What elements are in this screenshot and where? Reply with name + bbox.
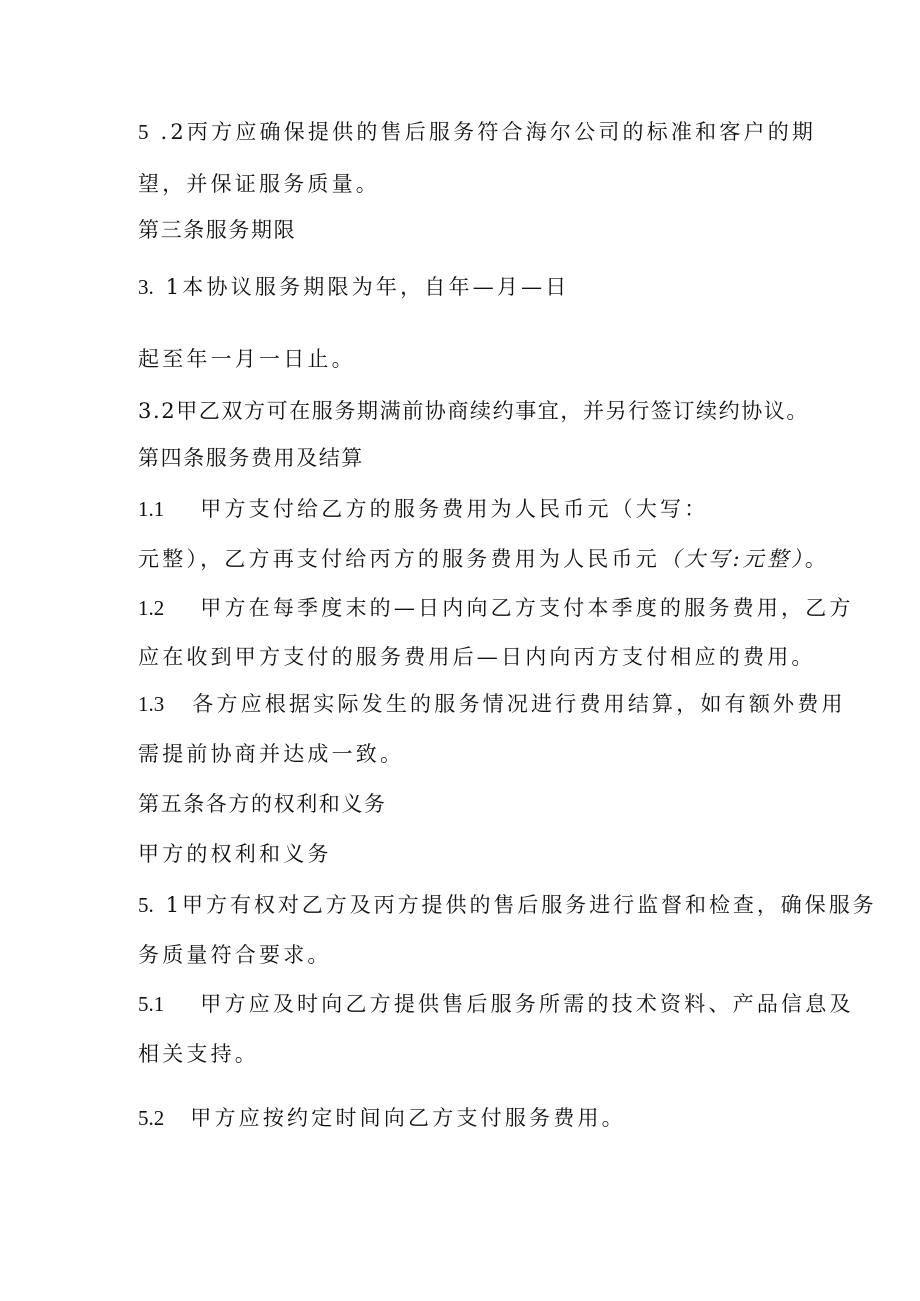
clause-number: 3.: [138, 275, 154, 299]
subheading-text: 甲方的权利和义务: [138, 842, 332, 866]
line-text: 元整），乙方再支付给丙方的服务费用为人民币元: [138, 547, 660, 571]
paragraph-line-2: [138, 170, 380, 198]
paragraph-line-5: [138, 345, 356, 373]
paragraph-line-13: [138, 740, 404, 768]
line-text: 甲方应按约定时间向乙方支付服务费用。: [190, 1106, 626, 1130]
line-text: 务质量符合要求。: [138, 943, 332, 967]
line-text: 1本协议服务期限为年，自年—月—日: [165, 275, 570, 299]
section-heading-4: [138, 444, 364, 472]
paragraph-line-18: [138, 990, 854, 1018]
paragraph-line-10: [138, 594, 854, 622]
line-text-tail: 。: [804, 547, 830, 571]
section-heading-text: 第五条各方的权利和义务: [138, 792, 387, 816]
line-text: 相关支持。: [138, 1042, 259, 1066]
clause-number: 1.1: [138, 497, 165, 521]
line-text: 1甲方有权对乙方及丙方提供的售后服务进行监督和检查，确保服务: [165, 893, 877, 917]
line-text: 需提前协商并达成一致。: [138, 742, 405, 766]
line-text: 甲方应及时向乙方提供售后服务所需的技术资料、产品信息及: [200, 992, 854, 1016]
clause-number: 5.1: [138, 992, 165, 1016]
paragraph-line-20: [138, 1104, 626, 1132]
paragraph-line-19: [138, 1040, 259, 1068]
line-text: 甲方在每季度末的—日内向乙方支付本季度的服务费用，乙方: [200, 596, 854, 620]
line-text: 3.2甲乙双方可在服务期满前协商续约事宜，并另行签订续约协议。: [138, 399, 809, 423]
line-text: 应在收到甲方支付的服务费用后—日内向丙方支付相应的费用。: [138, 645, 816, 669]
paragraph-line-12: [138, 690, 846, 718]
paragraph-line-11: [138, 643, 816, 671]
section-heading-3: [138, 216, 296, 244]
section-heading-5: [138, 790, 387, 818]
line-text: 各方应根据实际发生的服务情况进行费用结算，如有额外费用: [192, 692, 846, 716]
section-heading-text: 第四条服务费用及结算: [138, 446, 364, 470]
paragraph-line-9: [138, 545, 829, 573]
paragraph-line-6: [138, 397, 809, 425]
line-text: 望，并保证服务质量。: [138, 172, 380, 196]
clause-number: 5: [138, 120, 149, 144]
paragraph-line-8: [138, 495, 708, 523]
clause-number: 5.2: [138, 1106, 165, 1130]
clause-number: 5.: [138, 893, 154, 917]
line-text: 甲方支付给乙方的服务费用为人民币元（大写：: [200, 497, 709, 521]
paragraph-line-1: [138, 118, 816, 146]
subheading-line: [138, 840, 332, 868]
clause-number: 1.3: [138, 692, 165, 716]
paragraph-line-16: [138, 891, 877, 919]
section-heading-text: 第三条服务期限: [138, 218, 297, 242]
paragraph-line-17: [138, 941, 332, 969]
line-text: 起至年一月一日止。: [138, 347, 356, 371]
paragraph-line-4: [138, 273, 570, 301]
line-text-italic: （大写:元整）: [659, 547, 805, 571]
clause-number: 1.2: [138, 596, 165, 620]
line-text: .2丙方应确保提供的售后服务符合海尔公司的标准和客户的期: [160, 120, 817, 144]
